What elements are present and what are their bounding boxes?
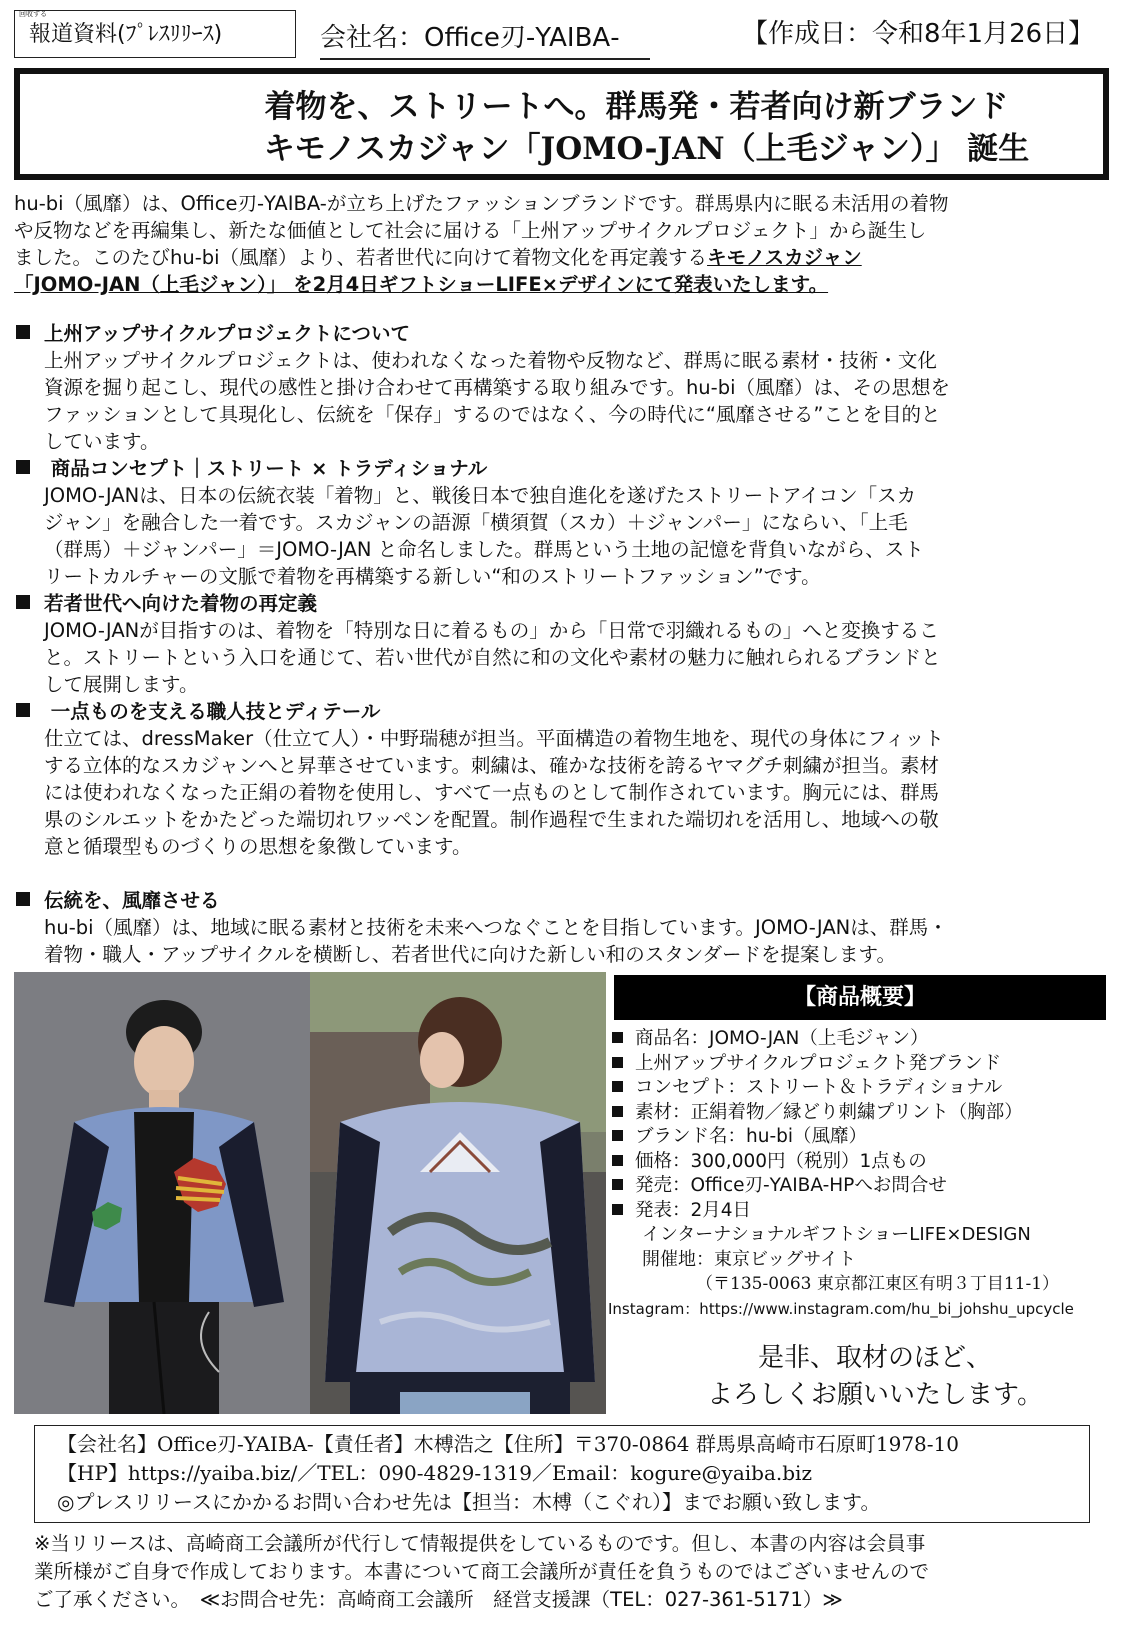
lead-line-3 (14, 244, 1114, 271)
section-line: リートカルチャーの文脈で着物を再構築する新しい“和のストリートファッション”です。 (44, 565, 821, 588)
section-redefine (16, 590, 1111, 698)
woman-back-dragon-jacket-illustration (310, 972, 606, 1414)
note-line-1: ※当リリースは、高崎商工会議所が代行して情報提供をしているものです。但し、本書の内容は会員事 (34, 1532, 926, 1555)
section-heading (16, 698, 1111, 725)
section-line: 県のシルエットをかたどった端切れワッペンを配置。制作過程で生まれた端切れを活用し、地域への敬 (44, 808, 939, 831)
summary-item (612, 1125, 1122, 1150)
summary-item-text: 発売：Office刃-YAIBA-HPへお問合せ (635, 1175, 947, 1196)
bullet-square-icon (16, 595, 30, 609)
section-heading-text: 商品コンセプト｜ストリート × トラディショナル (44, 457, 488, 480)
note-line-2: 業所様がご自身で作成しております。本書について商工会議所が責任を負うものではございませんので (34, 1560, 930, 1583)
section-line: しています。 (44, 430, 160, 453)
summary-item-text: コンセプト：ストリート＆トラディショナル (635, 1077, 1003, 1098)
left-product-photo (14, 972, 310, 1414)
summary-item-text: 価格：300,000円（税別）1点もの (635, 1150, 927, 1172)
bullet-square-icon (612, 1204, 623, 1215)
section-line: ファッションとして具現化し、伝統を「保存」するのではなく、今の時代に“風靡させる”ことを目的と (44, 403, 941, 426)
section-concept (16, 455, 1111, 590)
section-body (16, 914, 1111, 968)
lead-line-2: や反物などを再編集し、新たな価値として社会に届ける「上州アップサイクルプロジェクト」から誕生し (14, 219, 927, 242)
closing-line-2: よろしくお願いいたします。 (707, 1380, 1043, 1410)
section-line: 資源を掘り起こし、現代の感性と掛け合わせて再構築する取り組みです。hu-bi（風靡）は、その思想を (44, 376, 950, 399)
bullet-square-icon (612, 1155, 623, 1166)
section-line: 上州アップサイクルプロジェクトは、使われなくなった着物や反物など、群馬に眠る素材・技術・文化 (44, 349, 937, 372)
section-body (16, 617, 1111, 698)
section-line: JOMO-JANは、日本の伝統衣装「着物」と、戦後日本で独自進化を遂げたストリートアイコン「スカ (44, 484, 917, 507)
lead-paragraph (14, 190, 1114, 298)
section-line: 意と循環型ものづくりの思想を象徴しています。 (44, 835, 472, 858)
lead-line-1: hu-bi（風靡）は、Office刃-YAIBA-が立ち上げたファッションブランドです。群馬県内に眠る未活用の着物 (14, 192, 949, 215)
lead-highlight: キモノスカジャン (707, 246, 862, 269)
summary-address: （〒135-0063 東京都江東区有明３丁目11-1） (696, 1274, 1060, 1294)
section-heading-text: 若者世代へ向けた着物の再定義 (44, 592, 318, 615)
summary-venue: 開催地：東京ビッグサイト (642, 1248, 857, 1270)
summary-item-text: 素材：正絹着物／縁どり刺繍プリント（胸部） (635, 1101, 1023, 1123)
bullet-square-icon (612, 1179, 623, 1190)
summary-event: インターナショナルギフトショーLIFE×DESIGN (642, 1224, 1031, 1245)
section-body (16, 482, 1111, 590)
section-heading-text: 伝統を、風靡させる (44, 889, 220, 912)
bullet-square-icon (16, 892, 30, 906)
summary-item (612, 1076, 1122, 1101)
man-in-jacket-illustration (14, 972, 310, 1414)
section-heading (16, 455, 1111, 482)
section-heading (16, 887, 1111, 914)
contact-line-3: ◎プレスリリースにかかるお問い合わせ先は【担当：木榑（こぐれ）】までお願い致します。 (57, 1490, 881, 1514)
bullet-square-icon (612, 1081, 623, 1092)
bullet-square-icon (612, 1130, 623, 1141)
section-line: 仕立ては、dressMaker（仕立て人）・中野瑞穂が担当。平面構造の着物生地を、現代の身体にフィット (44, 727, 944, 750)
right-product-photo (310, 972, 606, 1414)
summary-list (608, 1027, 1122, 1321)
summary-item (612, 1174, 1122, 1199)
summary-item-text: 発表：2月4日 (635, 1199, 752, 1221)
summary-item (612, 1027, 1122, 1052)
section-heading (16, 320, 1111, 347)
summary-item-text: 上州アップサイクルプロジェクト発ブランド (635, 1052, 1002, 1074)
bullet-square-icon (16, 703, 30, 717)
section-line: する立体的なスカジャンへと昇華させています。刺繍は、確かな技術を誇るヤマグチ刺繍が担当。素材 (44, 754, 940, 777)
bullet-square-icon (16, 460, 30, 474)
section-line: と。ストリートという入口を通じて、若い世代が自然に和の文化や素材の魅力に触れられるブランドと (44, 646, 941, 669)
release-type-label: 報道資料(ﾌﾟﾚｽﾘﾘｰｽ) (29, 22, 223, 47)
lead-line-3a: ました。このたびhu-bi（風靡）より、若者世代に向けて着物文化を再定義する (14, 246, 708, 269)
summary-item-text: 商品名：JOMO-JAN（上毛ジャン） (635, 1028, 929, 1049)
bullet-square-icon (612, 1106, 623, 1117)
section-body (16, 725, 1111, 860)
section-line: JOMO-JANが目指すのは、着物を「特別な日に着るもの」から「日常で羽織れるもの」へと変換するこ (44, 619, 939, 642)
contact-line-2: 【HP】https://yaiba.biz/／TEL：090-4829-1319／Email：kogure@yaiba.biz (57, 1461, 812, 1485)
section-heading (16, 590, 1111, 617)
disclaimer-note (34, 1530, 1104, 1614)
summary-item (612, 1052, 1122, 1077)
section-line: （群馬）＋ジャンパー」＝JOMO-JAN と命名しました。群馬という土地の記憶を背負いながら、スト (44, 538, 924, 561)
contact-line-1: 【会社名】Office刃-YAIBA-【責任者】木榑浩之【住所】〒370-0864 群馬県高崎市石原町1978-10 (57, 1432, 959, 1456)
summary-heading: 【商品概要】 (614, 975, 1106, 1020)
section-tradition (16, 887, 1111, 968)
closing-message (660, 1340, 1090, 1414)
section-line: して展開します。 (44, 673, 199, 696)
section-line: 着物・職人・アップサイクルを横断し、若者世代に向けた新しい和のスタンダードを提案します。 (44, 943, 896, 966)
section-heading-text: 一点ものを支える職人技とディテール (44, 700, 381, 723)
bullet-square-icon (612, 1032, 623, 1043)
company-name: 会社名：Office刃‐YAIBA‐ (320, 18, 650, 60)
bullet-square-icon (16, 325, 30, 339)
section-line: hu-bi（風靡）は、地域に眠る素材と技術を未来へつなぐことを目指しています。JOMO-JANは、群馬・ (44, 916, 948, 939)
title-box (14, 68, 1109, 180)
bullet-square-icon (612, 1057, 623, 1068)
small-stamp: 回收する (19, 10, 47, 18)
summary-item (612, 1101, 1122, 1126)
section-body (16, 347, 1111, 455)
title-line-2: キモノスカジャン「JOMO-JAN（上毛ジャン）」 誕生 (263, 131, 1030, 167)
instagram-link[interactable]: Instagram：https://www.instagram.com/hu_bi_johshu_upcycle (608, 1299, 1074, 1318)
contact-box (34, 1425, 1090, 1523)
lead-line-4: 「JOMO-JAN（上毛ジャン）」 を2月4日ギフトショーLIFE×デザインにて発表いたします。 (14, 273, 829, 296)
closing-line-1: 是非、取材のほど、 (757, 1343, 992, 1373)
section-heading-text: 上州アップサイクルプロジェクトについて (44, 322, 411, 345)
summary-item (612, 1150, 1122, 1175)
section-line: には使われなくなった正絹の着物を使用し、すべて一点ものとして制作されています。胸元には、群馬 (44, 781, 940, 804)
release-type-tag (14, 10, 296, 58)
note-line-3: ご了承ください。 ≪お問合せ先：高崎商工会議所 経営支援課（TEL：027-361-5171）≫ (34, 1588, 843, 1611)
summary-item-text: ブランド名：hu-bi（風靡） (635, 1126, 868, 1147)
section-project (16, 320, 1111, 455)
section-craft (16, 698, 1111, 860)
created-date: 【作成日：令和8年1月26日】 (742, 19, 1095, 49)
section-line: ジャン」を融合した一着です。スカジャンの語源「横須賀（スカ）＋ジャンパー」にならい、「上毛 (44, 511, 908, 534)
summary-item (612, 1199, 1122, 1224)
title-line-1: 着物を、ストリートへ。群馬発・若者向け新ブランド (264, 89, 1009, 125)
